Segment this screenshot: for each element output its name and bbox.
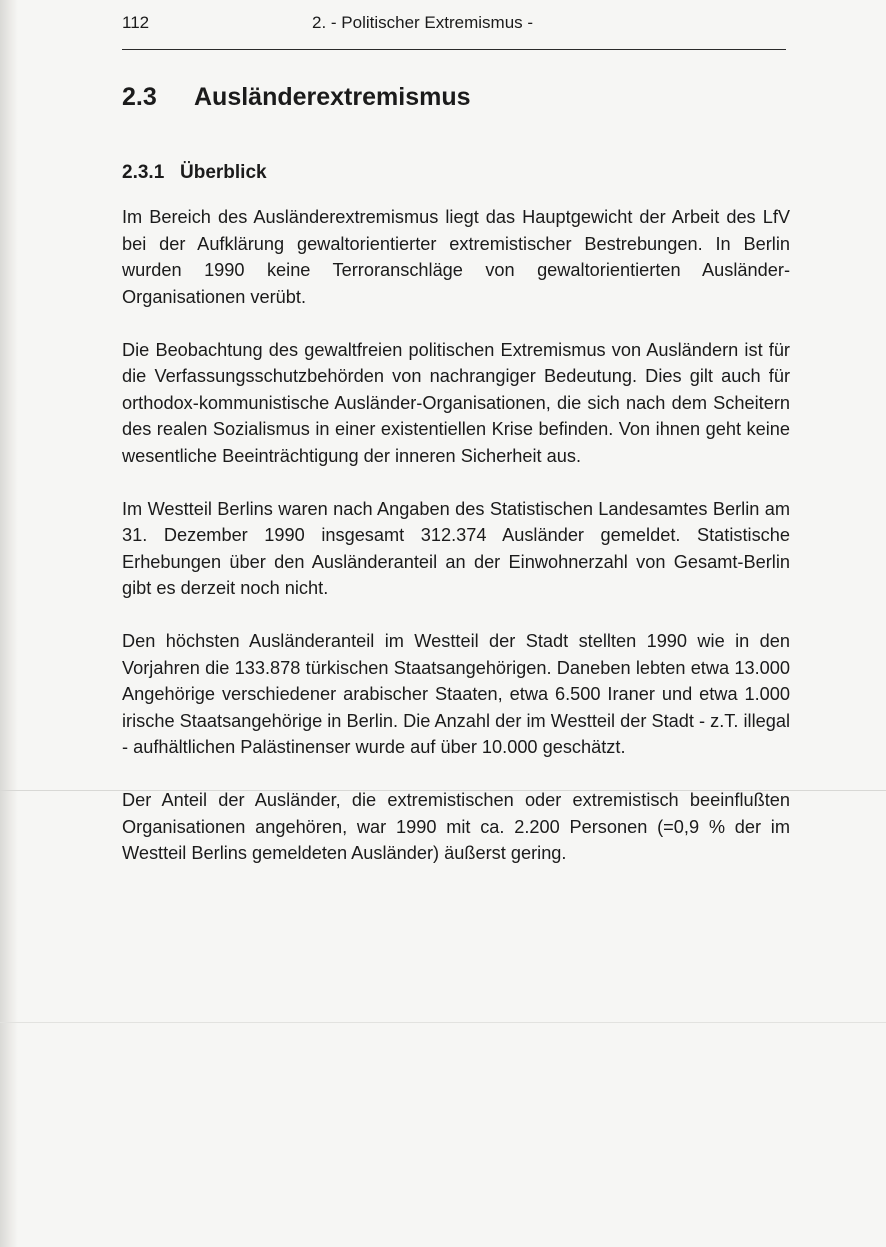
- paragraph: Der Anteil der Ausländer, die extremistischen oder extremistisch beeinflußten Organisationen angehören, war 1990 mit ca. 2.200 Personen (=0,9 % der im Westteil Berlins gemeldeten Ausländer) äußerst gering.: [122, 790, 790, 863]
- section-heading: [122, 83, 471, 112]
- body-text: [122, 204, 790, 893]
- section-number: 2.3: [122, 83, 157, 111]
- paragraph: Den höchsten Ausländeranteil im Westteil der Stadt stellten 1990 wie in den Vorjahren die 133.878 türkischen Staatsangehörigen. Daneben lebten etwa 13.000 Angehörige verschiedener arabischer Staaten, etwa 6.500 Iraner und etwa 1.000 irische Staatsangehörige in Berlin. Die Anzahl der im Westteil der Stadt - z.T. illegal - aufhältlichen Palästinenser wurde auf über 10.000 geschätzt.: [122, 631, 790, 757]
- header-rule: [122, 49, 786, 50]
- paragraph: Die Beobachtung des gewaltfreien politischen Extremismus von Ausländern ist für die Verfassungsschutzbehörden von nachrangiger Bedeutung. Dies gilt auch für orthodox-kommunistische Ausländer-Organisationen, die sich nach dem Scheitern des realen Sozialismus in einer existentiellen Krise befinden. Von ihnen geht keine wesentliche Beeinträchtigung der inneren Sicherheit aus.: [122, 339, 790, 466]
- subsection-heading: [122, 162, 267, 184]
- subsection-number: 2.3.1: [122, 162, 165, 183]
- running-header: [122, 13, 786, 39]
- chapter-heading: 2. - Politischer Extremismus -: [312, 13, 534, 32]
- subsection-title: Überblick: [180, 162, 267, 183]
- paragraph: Im Westteil Berlins waren nach Angaben des Statistischen Landesamtes Berlin am 31. Dezember 1990 insgesamt 312.374 Ausländer gemeldet. Statistische Erhebungen über den Ausländeranteil an der Einwohnerzahl von Gesamt-Berlin gibt es derzeit noch nicht.: [122, 498, 790, 598]
- page-number: 112: [122, 13, 150, 32]
- paragraph: Im Bereich des Ausländerextremismus liegt das Hauptgewicht der Arbeit des LfV bei der Aufklärung gewaltorientierter extremistischer Bestrebungen. In Berlin wurden 1990 keine Terroranschläge von gewaltorientierten Ausländer-Organisationen verübt.: [122, 207, 790, 307]
- section-title: Ausländerextremismus: [194, 83, 471, 111]
